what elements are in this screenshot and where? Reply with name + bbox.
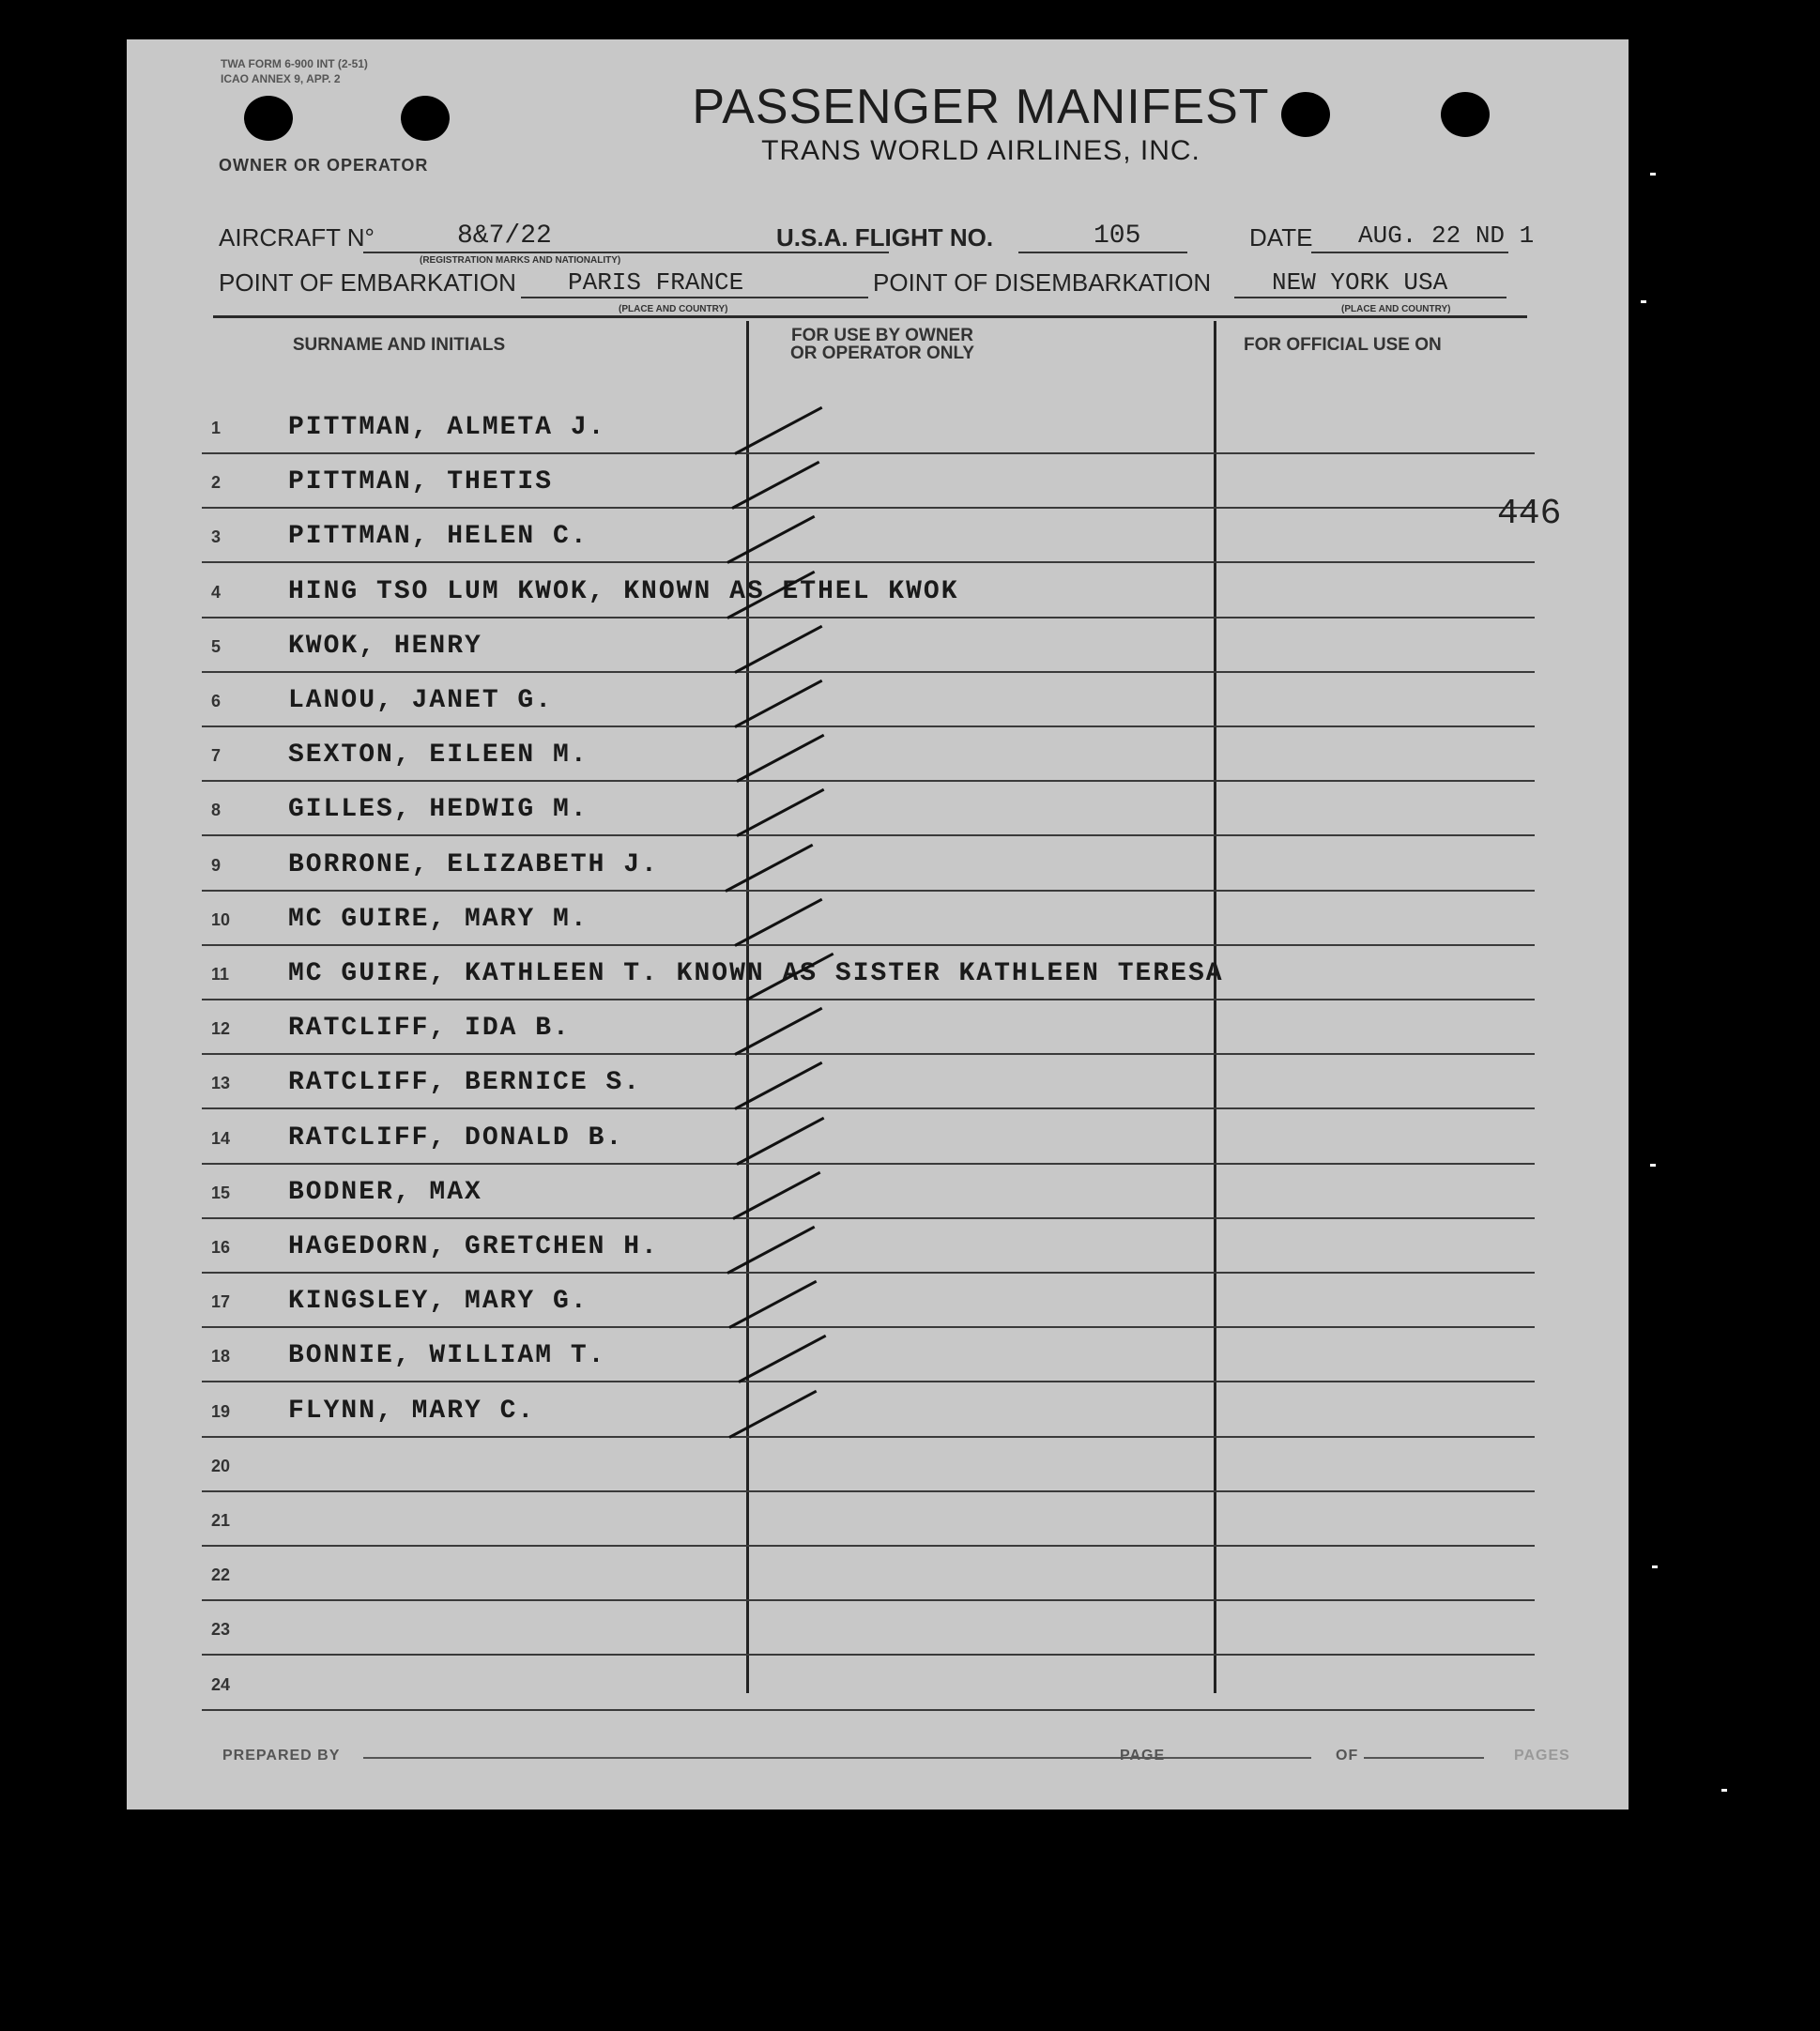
form-code-line-1: TWA FORM 6-900 INT (2-51) — [221, 57, 368, 70]
passenger-name: BODNER, MAX — [288, 1178, 482, 1207]
col-surname-header: SURNAME AND INITIALS — [292, 335, 506, 355]
row-rule — [202, 1599, 1535, 1601]
row-rule — [202, 1545, 1535, 1547]
page-label: PAGE — [1120, 1748, 1166, 1764]
embark-label: POINT OF EMBARKATION — [219, 268, 516, 297]
of-label: OF — [1336, 1748, 1359, 1764]
row-number: 5 — [211, 637, 222, 656]
flight-no-value: 105 — [1094, 221, 1141, 251]
row-number: 24 — [211, 1675, 231, 1694]
row-number: 12 — [211, 1019, 231, 1038]
airline-name: TRANS WORLD AIRLINES, INC. — [761, 135, 1201, 166]
row-number: 2 — [211, 473, 222, 492]
col-official-use-header: FOR OFFICIAL USE ON — [1244, 335, 1442, 355]
row-rule — [202, 617, 1535, 618]
scan-speck — [1641, 300, 1646, 303]
page-title: PASSENGER MANIFEST — [692, 80, 1270, 134]
row-number: 3 — [211, 527, 222, 546]
passenger-name: BONNIE, WILLIAM T. — [288, 1341, 606, 1370]
embark-underline — [521, 297, 868, 298]
passenger-name: FLYNN, MARY C. — [288, 1397, 536, 1426]
date-underline — [1311, 252, 1508, 253]
row-number: 20 — [211, 1457, 231, 1475]
row-rule — [202, 1490, 1535, 1492]
aircraft-label: AIRCRAFT N° — [219, 223, 375, 252]
passenger-name: KINGSLEY, MARY G. — [288, 1287, 589, 1316]
passenger-name: SEXTON, EILEEN M. — [288, 741, 589, 770]
pages-label: PAGES — [1514, 1748, 1570, 1764]
check-mark — [736, 1117, 824, 1166]
row-rule — [202, 1326, 1535, 1328]
check-mark — [726, 515, 815, 564]
aircraft-value: 8&7/22 — [457, 221, 552, 251]
row-rule — [202, 1654, 1535, 1656]
column-divider — [1214, 321, 1216, 1693]
row-number: 14 — [211, 1129, 231, 1148]
form-code — [221, 56, 368, 86]
passenger-name: KWOK, HENRY — [288, 632, 482, 661]
flight-no-label: U.S.A. FLIGHT NO. — [776, 223, 994, 252]
row-rule — [202, 999, 1535, 1000]
row-rule — [202, 452, 1535, 454]
row-rule — [202, 944, 1535, 946]
disembark-label: POINT OF DISEMBARKATION — [873, 268, 1212, 297]
page-line — [1170, 1757, 1311, 1759]
owner-label: OWNER OR OPERATOR — [219, 156, 429, 175]
row-rule — [202, 725, 1535, 727]
row-number: 10 — [211, 910, 231, 929]
header-rule — [213, 315, 1527, 318]
row-number: 18 — [211, 1347, 231, 1366]
check-mark — [728, 1390, 817, 1439]
passenger-name: LANOU, JANET G. — [288, 686, 554, 715]
punch-hole — [1441, 92, 1490, 137]
row-rule — [202, 1381, 1535, 1382]
of-line — [1364, 1757, 1484, 1759]
row-number: 7 — [211, 746, 222, 765]
row-number: 6 — [211, 692, 222, 710]
manifest-page — [127, 39, 1629, 1810]
row-number: 13 — [211, 1074, 231, 1092]
col-owner-use-header: FOR USE BY OWNER OR OPERATOR ONLY — [789, 326, 974, 363]
row-number: 16 — [211, 1238, 231, 1257]
punch-hole — [401, 96, 450, 141]
row-number: 4 — [211, 583, 222, 602]
punch-hole — [244, 96, 293, 141]
row-number: 17 — [211, 1292, 231, 1311]
form-code-line-2: ICAO ANNEX 9, APP. 2 — [221, 72, 341, 85]
passenger-name: HAGEDORN, GRETCHEN H. — [288, 1232, 659, 1261]
passenger-name: MC GUIRE, KATHLEEN T. KNOWN AS SISTER KATHLEEN TERESA — [288, 959, 1224, 988]
row-number: 19 — [211, 1402, 231, 1421]
row-rule — [202, 1163, 1535, 1165]
check-mark — [731, 461, 819, 510]
check-mark — [728, 1280, 817, 1329]
row-rule — [202, 561, 1535, 563]
row-rule — [202, 507, 1535, 509]
passenger-name: BORRONE, ELIZABETH J. — [288, 850, 659, 879]
prepared-by-label: PREPARED BY — [222, 1748, 341, 1764]
column-divider — [746, 321, 749, 1693]
passenger-name: RATCLIFF, BERNICE S. — [288, 1068, 642, 1097]
date-value: AUG. 22 ND 1 — [1358, 221, 1535, 250]
row-rule — [202, 780, 1535, 782]
passenger-name: MC GUIRE, MARY M. — [288, 905, 589, 934]
row-number: 15 — [211, 1183, 231, 1202]
passenger-name: PITTMAN, THETIS — [288, 467, 554, 496]
embark-sublabel: (PLACE AND COUNTRY) — [619, 304, 728, 314]
scan-speck — [1652, 1565, 1658, 1568]
passenger-name: PITTMAN, HELEN C. — [288, 522, 589, 551]
disembark-sublabel: (PLACE AND COUNTRY) — [1341, 304, 1451, 314]
check-mark — [736, 734, 824, 783]
scan-speck — [1650, 1164, 1656, 1167]
row-number: 1 — [211, 419, 222, 437]
row-rule — [202, 1272, 1535, 1274]
row-number: 11 — [211, 965, 230, 984]
row-rule — [202, 1436, 1535, 1438]
embark-value: PARIS FRANCE — [568, 268, 744, 297]
disembark-value: NEW YORK USA — [1272, 268, 1448, 297]
row-number: 23 — [211, 1620, 231, 1639]
row-number: 9 — [211, 856, 222, 875]
row-rule — [202, 1053, 1535, 1055]
row-number: 21 — [211, 1511, 231, 1530]
row-number: 8 — [211, 801, 222, 819]
row-rule — [202, 890, 1535, 892]
row-number: 22 — [211, 1565, 231, 1584]
passenger-name: GILLES, HEDWIG M. — [288, 795, 589, 824]
scan-speck — [1721, 1789, 1727, 1792]
row-rule — [202, 1217, 1535, 1219]
row-rule — [202, 671, 1535, 673]
check-mark — [738, 1335, 826, 1383]
scan-speck — [1650, 173, 1656, 176]
flight-no-underline — [1018, 252, 1187, 253]
passenger-name: PITTMAN, ALMETA J. — [288, 413, 606, 442]
passenger-name: RATCLIFF, DONALD B. — [288, 1123, 624, 1153]
row-rule — [202, 1709, 1535, 1711]
check-mark — [725, 844, 813, 893]
prepared-by-line — [363, 1757, 1208, 1759]
disembark-underline — [1234, 297, 1506, 298]
margin-number: 446 — [1497, 494, 1562, 534]
passenger-name: RATCLIFF, IDA B. — [288, 1014, 571, 1043]
aircraft-sublabel: (REGISTRATION MARKS AND NATIONALITY) — [420, 255, 621, 266]
date-label: DATE — [1249, 223, 1313, 252]
check-mark — [726, 1226, 815, 1275]
check-mark — [736, 788, 824, 837]
passenger-name: HING TSO LUM KWOK, KNOWN AS ETHEL KWOK — [288, 577, 959, 606]
row-rule — [202, 1107, 1535, 1109]
row-rule — [202, 834, 1535, 836]
